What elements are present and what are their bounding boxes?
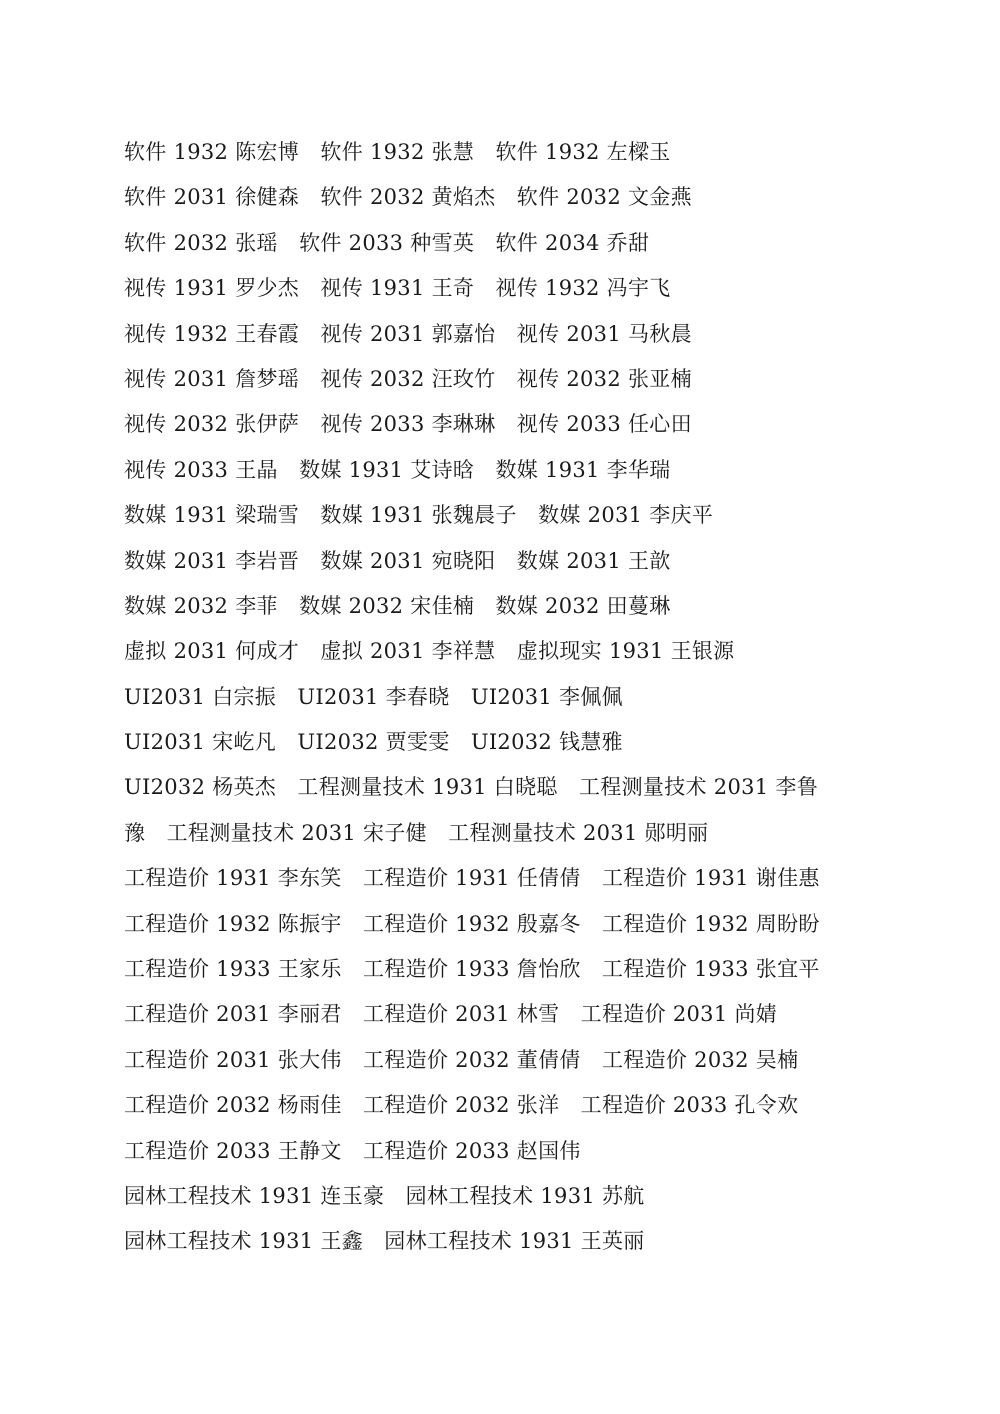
text-line: 视传 1932 王春霞 视传 2031 郭嘉怡 视传 2031 马秋晨 <box>124 321 692 346</box>
name-list <box>124 130 884 1265</box>
text-line: 园林工程技术 1931 王鑫 园林工程技术 1931 王英丽 <box>124 1229 645 1254</box>
text-line: 工程造价 2031 张大伟 工程造价 2032 董倩倩 工程造价 2032 吴楠 <box>124 1047 799 1072</box>
text-line: 工程造价 2033 王静文 工程造价 2033 赵国伟 <box>124 1138 581 1163</box>
text-line: 工程造价 1931 李东笑 工程造价 1931 任倩倩 工程造价 1931 谢佳惠 <box>124 866 820 891</box>
text-line: 虚拟 2031 何成才 虚拟 2031 李祥慧 虚拟现实 1931 王银源 <box>124 639 735 664</box>
text-line: 视传 2033 王晶 数媒 1931 艾诗晗 数媒 1931 李华瑞 <box>124 457 671 482</box>
text-line: UI2032 杨英杰 工程测量技术 1931 白晓聪 工程测量技术 2031 李鲁 <box>124 775 818 800</box>
text-line: 豫 工程测量技术 2031 宋子健 工程测量技术 2031 郧明丽 <box>124 820 709 845</box>
text-line: 园林工程技术 1931 连玉豪 园林工程技术 1931 苏航 <box>124 1183 645 1208</box>
text-line: 工程造价 2031 李丽君 工程造价 2031 林雪 工程造价 2031 尚婧 <box>124 1002 778 1027</box>
text-line: 软件 1932 陈宏博 软件 1932 张慧 软件 1932 左樑玉 <box>124 140 671 164</box>
text-line: 数媒 1931 梁瑞雪 数媒 1931 张魏晨子 数媒 2031 李庆平 <box>124 503 714 528</box>
text-line: 工程造价 1933 王家乐 工程造价 1933 詹怡欣 工程造价 1933 张宜平 <box>124 957 820 982</box>
text-line: UI2031 白宗振 UI2031 李春晓 UI2031 李佩佩 <box>124 684 623 709</box>
text-line: 视传 2032 张伊萨 视传 2033 李琳琳 视传 2033 任心田 <box>124 412 692 437</box>
text-line: 视传 1931 罗少杰 视传 1931 王奇 视传 1932 冯宇飞 <box>124 276 671 301</box>
text-line: 数媒 2032 李菲 数媒 2032 宋佳楠 数媒 2032 田蔓琳 <box>124 593 671 618</box>
text-line: 软件 2031 徐健森 软件 2032 黄焰杰 软件 2032 文金燕 <box>124 185 692 210</box>
text-line: 视传 2031 詹梦瑶 视传 2032 汪玫竹 视传 2032 张亚楠 <box>124 366 692 391</box>
text-line: UI2031 宋屹凡 UI2032 贾雯雯 UI2032 钱慧雅 <box>124 730 623 755</box>
text-line: 工程造价 1932 陈振宇 工程造价 1932 殷嘉冬 工程造价 1932 周盼盼 <box>124 911 820 936</box>
text-line: 数媒 2031 李岩晋 数媒 2031 宛晓阳 数媒 2031 王歆 <box>124 548 671 573</box>
text-line: 工程造价 2032 杨雨佳 工程造价 2032 张洋 工程造价 2033 孔令欢 <box>124 1093 799 1118</box>
text-line: 软件 2032 张瑶 软件 2033 种雪英 软件 2034 乔甜 <box>124 230 650 255</box>
